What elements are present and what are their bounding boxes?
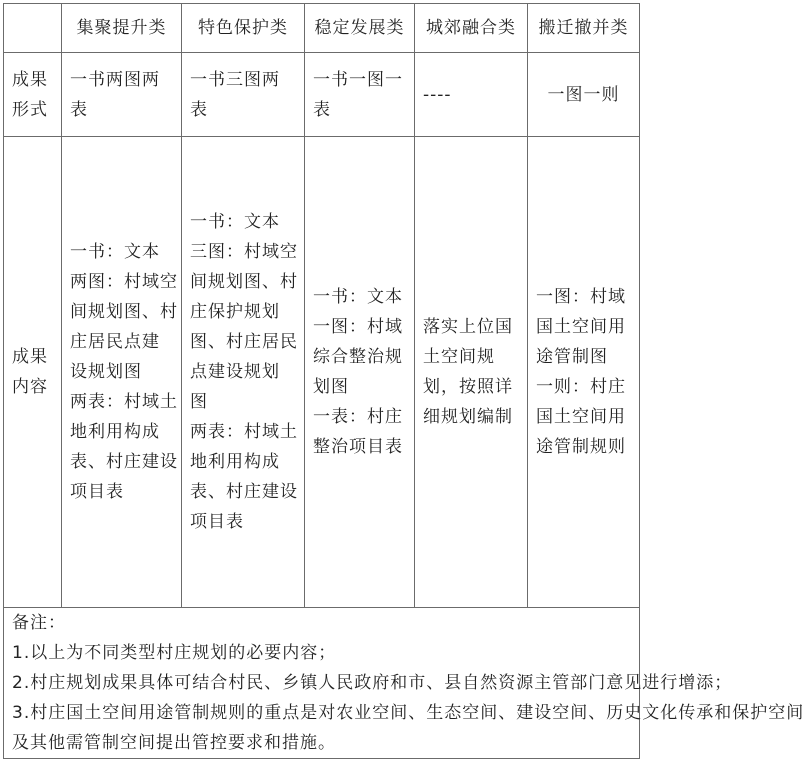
form-cell-stable-development bbox=[305, 53, 415, 137]
cell-line: 两表：村域土 bbox=[190, 422, 298, 442]
cell-line: 国土空间用 bbox=[536, 317, 626, 337]
cell-line: 落实上位国 bbox=[423, 317, 513, 337]
form-cell-suburban-integration bbox=[415, 53, 528, 137]
cell-line: 综合整治规 bbox=[313, 347, 403, 367]
cell-line: 途管制图 bbox=[536, 347, 608, 367]
header-suburban-integration: 城郊融合类 bbox=[415, 4, 528, 53]
table-header-row bbox=[4, 4, 640, 53]
content-cell-relocation-merge bbox=[528, 137, 640, 608]
cell-line: 庄保护规划 bbox=[190, 302, 280, 322]
content-cell-suburban-integration bbox=[415, 137, 528, 608]
header-feature-protection: 特色保护类 bbox=[182, 4, 305, 53]
cell-line: 一书三图两 bbox=[190, 69, 280, 90]
cell-line: 一图：村域 bbox=[313, 317, 403, 337]
form-cell-relocation-merge bbox=[528, 53, 640, 137]
cell-line: 地利用构成 bbox=[190, 452, 280, 472]
cell-line: 间规划图、村 bbox=[70, 302, 178, 322]
cell-line: 土空间规 bbox=[423, 347, 495, 367]
cell-line: 一书一图一 bbox=[313, 69, 403, 90]
planning-outcome-table bbox=[3, 3, 804, 759]
cell-line: 表 bbox=[70, 99, 88, 120]
note-item: 及其他需管制空间提出管控要求和措施。 bbox=[12, 733, 336, 753]
cell-line: 一书两图两 bbox=[70, 69, 160, 90]
header-relocation-merge: 搬迁撤并类 bbox=[528, 4, 640, 53]
cell-line: 一书：文本 bbox=[313, 287, 403, 307]
table-row-notes bbox=[4, 608, 640, 759]
label-line: 成果 bbox=[12, 347, 48, 367]
cell-line: 一图一则 bbox=[547, 84, 620, 105]
content-cell-cluster-upgrade bbox=[62, 137, 182, 608]
cell-line: 表、村庄建设 bbox=[190, 482, 298, 502]
table-row-outcome-content bbox=[4, 137, 640, 608]
cell-line: 划，按照详 bbox=[423, 377, 513, 397]
cell-line: 三图：村域空 bbox=[190, 242, 298, 262]
table-row-outcome-form bbox=[4, 53, 640, 137]
cell-line: 一书：文本 bbox=[70, 242, 160, 262]
row-label-outcome-form bbox=[4, 53, 62, 137]
cell-line: 地利用构成 bbox=[70, 422, 160, 442]
cell-line: 整治项目表 bbox=[313, 437, 403, 457]
cell-line: 庄居民点建 bbox=[70, 332, 160, 352]
cell-line: 设规划图 bbox=[70, 362, 142, 382]
cell-line: 图 bbox=[190, 392, 208, 412]
header-corner-cell bbox=[4, 4, 62, 53]
cell-line: 两表：村域土 bbox=[70, 392, 178, 412]
cell-line: 表 bbox=[313, 99, 331, 120]
cell-line: 一书：文本 bbox=[190, 212, 280, 232]
note-item: 2.村庄规划成果具体可结合村民、乡镇人民政府和市、县自然资源主管部门意见进行增添； bbox=[12, 673, 733, 693]
notes-cell bbox=[4, 608, 804, 759]
label-line: 成果 bbox=[12, 69, 48, 90]
cell-line: 图、村庄居民 bbox=[190, 332, 298, 352]
label-line: 形式 bbox=[12, 99, 48, 120]
note-item: 1.以上为不同类型村庄规划的必要内容； bbox=[12, 643, 337, 663]
label-line: 内容 bbox=[12, 377, 48, 397]
cell-line: 项目表 bbox=[70, 482, 124, 502]
cell-line: 点建设规划 bbox=[190, 362, 280, 382]
cell-line: 划图 bbox=[313, 377, 349, 397]
note-item: 3.村庄国土空间用途管制规则的重点是对农业空间、生态空间、建设空间、历史文化传承和保护空间 bbox=[12, 703, 804, 723]
cell-line: 间规划图、村 bbox=[190, 272, 298, 292]
cell-line: 国土空间用 bbox=[536, 407, 626, 427]
header-cluster-upgrade: 集聚提升类 bbox=[62, 4, 182, 53]
cell-line: 两图：村域空 bbox=[70, 272, 178, 292]
cell-line: 细规划编制 bbox=[423, 407, 513, 427]
form-cell-cluster-upgrade bbox=[62, 53, 182, 137]
content-cell-feature-protection bbox=[182, 137, 305, 608]
cell-line: 一图：村域 bbox=[536, 287, 626, 307]
row-label-outcome-content bbox=[4, 137, 62, 608]
cell-line: 一则：村庄 bbox=[536, 377, 626, 397]
cell-line: 项目表 bbox=[190, 512, 244, 532]
cell-line: 表 bbox=[190, 99, 208, 120]
cell-line: 途管制规则 bbox=[536, 437, 626, 457]
content-cell-stable-development bbox=[305, 137, 415, 608]
header-stable-development: 稳定发展类 bbox=[305, 4, 415, 53]
form-cell-feature-protection bbox=[182, 53, 305, 137]
notes-heading: 备注： bbox=[12, 613, 66, 633]
cell-line: ---- bbox=[423, 84, 452, 105]
cell-line: 一表：村庄 bbox=[313, 407, 403, 427]
cell-line: 表、村庄建设 bbox=[70, 452, 178, 472]
